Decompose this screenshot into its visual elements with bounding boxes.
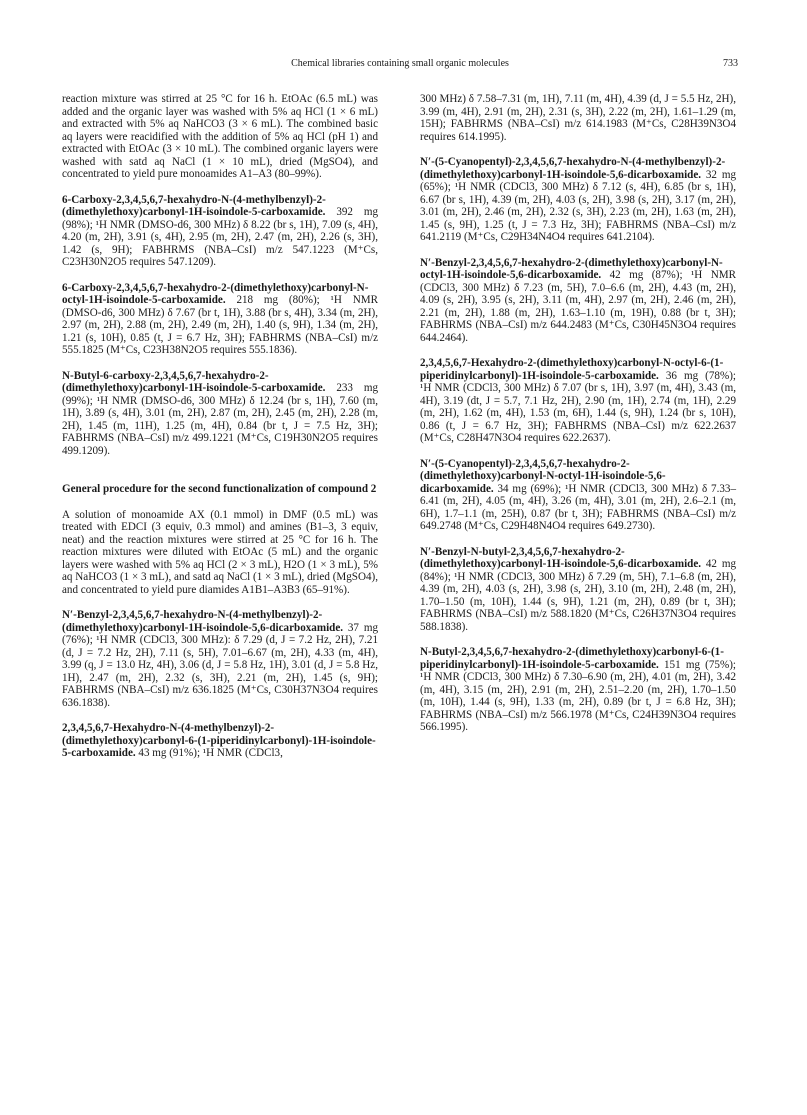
compound-name: N-Butyl-2,3,4,5,6,7-hexahydro-2-(dimethylethoxy)carbonyl-6-(1-piperidinylcarbonyl)-1H-isoindole-5-carboxamide. [420,646,724,671]
compound-entry [420,357,736,445]
compound-entry [420,458,736,533]
compound-data: 233 mg (99%); ¹H NMR (DMSO-d6, 300 MHz) δ 12.24 (br s, 1H), 7.60 (m, 1H), 3.89 (s, 4H), 3.01 (m, 2H), 2.87 (m, 2H), 2.45 (m, 2H), 2.28 (m, 2H), 1.45 (m, 11H), 1.25 (m, 4H), 0.84 (br t, J = 7.5 Hz, 3H); FABHRMS (NBA–CsI) m/z 499.1221 (M⁺Cs, C19H30N2O5 requires 499.1209). [62,382,378,457]
compound-data: 32 mg (65%); ¹H NMR (CDCl3, 300 MHz) δ 7.12 (s, 4H), 6.85 (br s, 1H), 6.67 (br s, 1H), 4.39 (m, 2H), 4.03 (s, 2H), 3.98 (s, 2H), 3.17 (m, 2H), 3.01 (m, 2H), 2.46 (m, 2H), 2.32 (s, 3H), 2.23 (m, 2H), 1.63 (m, 2H), 1.45 (s, 9H), 1.25 (t, J = 7.3 Hz, 3H); FABHRMS (NBA–CsI) m/z 641.2119 (M⁺Cs, C29H34N4O4 requires 641.2104). [420,168,736,243]
compound-name: 2,3,4,5,6,7-Hexahydro-2-(dimethylethoxy)carbonyl-N-octyl-6-(1-piperidinylcarbonyl)-1H-isoindole-5-carboxamide. [420,357,724,382]
compound-data: 151 mg (75%); ¹H NMR (CDCl3, 300 MHz) δ 7.30–6.90 (m, 2H), 4.01 (m, 2H), 3.42 (m, 4H), 3.15 (m, 2H), 2.91 (m, 2H), 2.51–2.20 (m, 2H), 1.70–1.50 (m, 10H), 1.44 (s, 9H), 1.33 (m, 2H), 0.89 (br t, J = 6.8 Hz, 3H); FABHRMS (NBA–CsI) m/z 566.1978 (M⁺Cs, C24H39N3O4 requires 566.1995). [420,658,736,733]
compound-entry [420,546,736,634]
compound-entry [62,609,378,709]
compound-data: 37 mg (76%); ¹H NMR (CDCl3, 300 MHz): δ 7.29 (d, J = 7.2 Hz, 2H), 7.21 (d, J = 7.2 Hz, 2H), 7.11 (s, 5H), 7.01–6.67 (m, 2H), 4.33 (m, 4H), 3.99 (q, J = 13.0 Hz, 4H), 3.06 (d, J = 5.8 Hz, 1H), 3.01 (d, J = 5.8 Hz, 1H), 2.47 (m, 2H), 2.32 (s, 3H), 2.21 (m, 2H), 1.45 (s, 9H); FABHRMS (NBA–CsI) m/z 636.1825 (M⁺Cs, C30H37N3O4 requires 636.1838). [62,621,378,709]
section-heading: General procedure for the second functionalization of compound 2 [62,483,377,495]
compound-name: N′-(5-Cyanopentyl)-2,3,4,5,6,7-hexahydro-2-(dimethylethoxy)carbonyl-N-octyl-1H-isoindole-5,6-dicarboxamide. [420,457,666,495]
compound-entry [420,257,736,345]
compound-entry [62,722,378,760]
right-column [420,93,736,734]
compound-data: 42 mg (84%); ¹H NMR (CDCl3, 300 MHz) δ 7.29 (m, 5H), 7.1–6.8 (m, 2H), 4.39 (m, 2H), 4.03 (s, 2H), 3.98 (s, 2H), 3.10 (m, 2H), 2.48 (m, 2H), 1.70–1.50 (m, 10H), 1.44 (s, 9H), 1.21 (m, 2H), 0.89 (br t, 3H); FABHRMS (NBA–CsI) m/z 588.1820 (M⁺Cs, C26H37N3O4 requires 588.1838). [420,558,736,633]
compound-entry [420,156,736,244]
page-header [62,58,738,74]
compound-data: 42 mg (87%); ¹H NMR (CDCl3, 300 MHz) δ 7.23 (m, 5H), 7.0–6.6 (m, 2H), 4.43 (m, 2H), 4.09 (s, 2H), 3.95 (s, 2H), 3.11 (m, 4H), 2.97 (m, 2H), 2.46 (m, 2H), 2.21 (m, 2H), 1.88 (m, 2H), 1.63–1.10 (m, 19H), 0.88 (br t, 3H); FABHRMS (NBA–CsI) m/z 644.2483 (M⁺Cs, C30H45N3O4 requires 644.2464). [420,269,736,344]
page-number: 733 [723,58,738,69]
compound-entry [62,370,378,458]
compound-name: N′-(5-Cyanopentyl)-2,3,4,5,6,7-hexahydro-N-(4-methylbenzyl)-2-(dimethylethoxy)carbonyl-1H-isoindole-5,6-dicarboxamide. [420,156,726,181]
compound-data: 34 mg (69%); ¹H NMR (CDCl3, 300 MHz) δ 7.33–6.41 (m, 2H), 4.05 (m, 4H), 3.26 (m, 4H), 3.01 (m, 2H), 2.6–2.1 (m, 6H), 1.7–1.1 (m, 25H), 0.87 (br t, 3H); FABHRMS (NBA–CsI) m/z 649.2748 (M⁺Cs, C29H48N4O4 requires 649.2730). [420,482,736,532]
procedure-continuation: reaction mixture was stirred at 25 °C for 16 h. EtOAc (6.5 mL) was added and the organic layer was washed with 5% aq HCl (1 × 6 mL) and extracted with 5% aq NaHCO3 (3 × 6 mL). The combined basic aq layers were reacidified with the addition of 5% aq HCl (pH 1) and extracted with EtOAc (3 × 10 mL). The combined organic layers were washed with satd aq NaCl (1 × 10 mL), dried (MgSO4), and concentrated to yield pure monoamides A1–A3 (80–99%). [62,93,378,180]
compound-entry [62,194,378,269]
compound-data-continuation: 300 MHz) δ 7.58–7.31 (m, 1H), 7.11 (m, 4H), 4.39 (d, J = 5.5 Hz, 2H), 3.99 (m, 4H), 2.91 (m, 2H), 2.31 (s, 3H), 2.22 (m, 2H), 1.61–1.29 (m, 15H); FABHRMS (NBA–CsI) m/z 614.1983 (M⁺Cs, C28H39N3O4 requires 614.1995). [420,93,736,143]
running-title: Chemical libraries containing small organic molecules [291,58,509,69]
compound-data: 43 mg (91%); ¹H NMR (CDCl3, [135,747,283,759]
compound-entry [420,646,736,734]
compound-data: 392 mg (98%); ¹H NMR (DMSO-d6, 300 MHz) δ 8.22 (br s, 1H), 7.09 (s, 4H), 4.20 (m, 2H), 3.91 (s, 4H), 2.95 (m, 2H), 2.47 (m, 2H), 2.26 (s, 3H), 1.42 (s, 9H); FABHRMS (NBA–CsI) m/z 547.1223 (M⁺Cs, C23H30N2O5 requires 547.1209). [62,206,378,268]
compound-name: 2,3,4,5,6,7-Hexahydro-N-(4-methylbenzyl)-2-(dimethylethoxy)carbonyl-6-(1-piperidinylcarbonyl)-1H-isoindole-5-carboxamide. [62,722,376,759]
compound-name: N′-Benzyl-N-butyl-2,3,4,5,6,7-hexahydro-2-(dimethylethoxy)carbonyl-1H-isoindole-5,6-dicarboxamide. [420,545,702,570]
compound-name: N′-Benzyl-2,3,4,5,6,7-hexahydro-2-(dimethylethoxy)carbonyl-N-octyl-1H-isoindole-5,6-dicarboxamide. [420,256,723,281]
compound-name: 6-Carboxy-2,3,4,5,6,7-hexahydro-2-(dimethylethoxy)carbonyl-N-octyl-1H-isoindole-5-carboxamide. [62,281,369,306]
compound-name: N′-Benzyl-2,3,4,5,6,7-hexahydro-N-(4-methylbenzyl)-2-(dimethylethoxy)carbonyl-1H-isoindole-5,6-dicarboxamide. [62,609,344,634]
compound-name: 6-Carboxy-2,3,4,5,6,7-hexahydro-N-(4-methylbenzyl)-2-(dimethylethoxy)carbonyl-1H-isoindole-5-carboxamide. [62,193,326,218]
compound-data: 218 mg (80%); ¹H NMR (DMSO-d6, 300 MHz) δ 7.67 (br t, 1H), 3.88 (br s, 4H), 3.34 (m, 2H), 2.97 (m, 2H), 2.88 (m, 2H), 2.49 (m, 2H), 1.40 (s, 9H), 1.34 (m, 2H), 1.21 (s, 10H), 0.85 (t, J = 6.7 Hz, 3H); FABHRMS (NBA–CsI) m/z 555.1825 (M⁺Cs, C23H38N2O5 requires 555.1836). [62,294,378,356]
compound-entry [62,282,378,357]
general-procedure: A solution of monoamide AX (0.1 mmol) in DMF (0.5 mL) was treated with EDCI (3 equiv, 0.3 mmol) and amines (B1–3, 3 equiv, neat) and the reaction mixtures were stirred at 25 °C for 16 h. The reaction mixtures were diluted with EtOAc (5 mL) and the organic layers were washed with 5% aq HCl (2 × 3 mL), H2O (1 × 3 mL), 5% aq NaHCO3 (1 × 3 mL), and satd aq NaCl (1 × 3 mL), dried (MgSO4), and concentrated to yield pure diamides A1B1–A3B3 (65–91%). [62,508,378,596]
compound-name: N-Butyl-6-carboxy-2,3,4,5,6,7-hexahydro-2-(dimethylethoxy)carbonyl-1H-isoindole-5-carboxamide. [62,369,326,394]
left-column [62,93,378,760]
compound-data: 36 mg (78%); ¹H NMR (CDCl3, 300 MHz) δ 7.07 (br s, 1H), 3.97 (m, 4H), 3.43 (m, 4H), 3.19 (dt, J = 5.7, 7.1 Hz, 2H), 2.90 (m, 1H), 2.74 (m, 1H), 2.29 (m, 2H), 1.62 (m, 4H), 1.53 (m, 6H), 1.44 (s, 9H), 1.24 (br s, 10H), 0.86 (t, J = 6.7 Hz, 3H); FABHRMS (NBA–CsI) m/z 622.2637 (M⁺Cs, C28H47N3O4 requires 622.2637). [420,369,736,444]
